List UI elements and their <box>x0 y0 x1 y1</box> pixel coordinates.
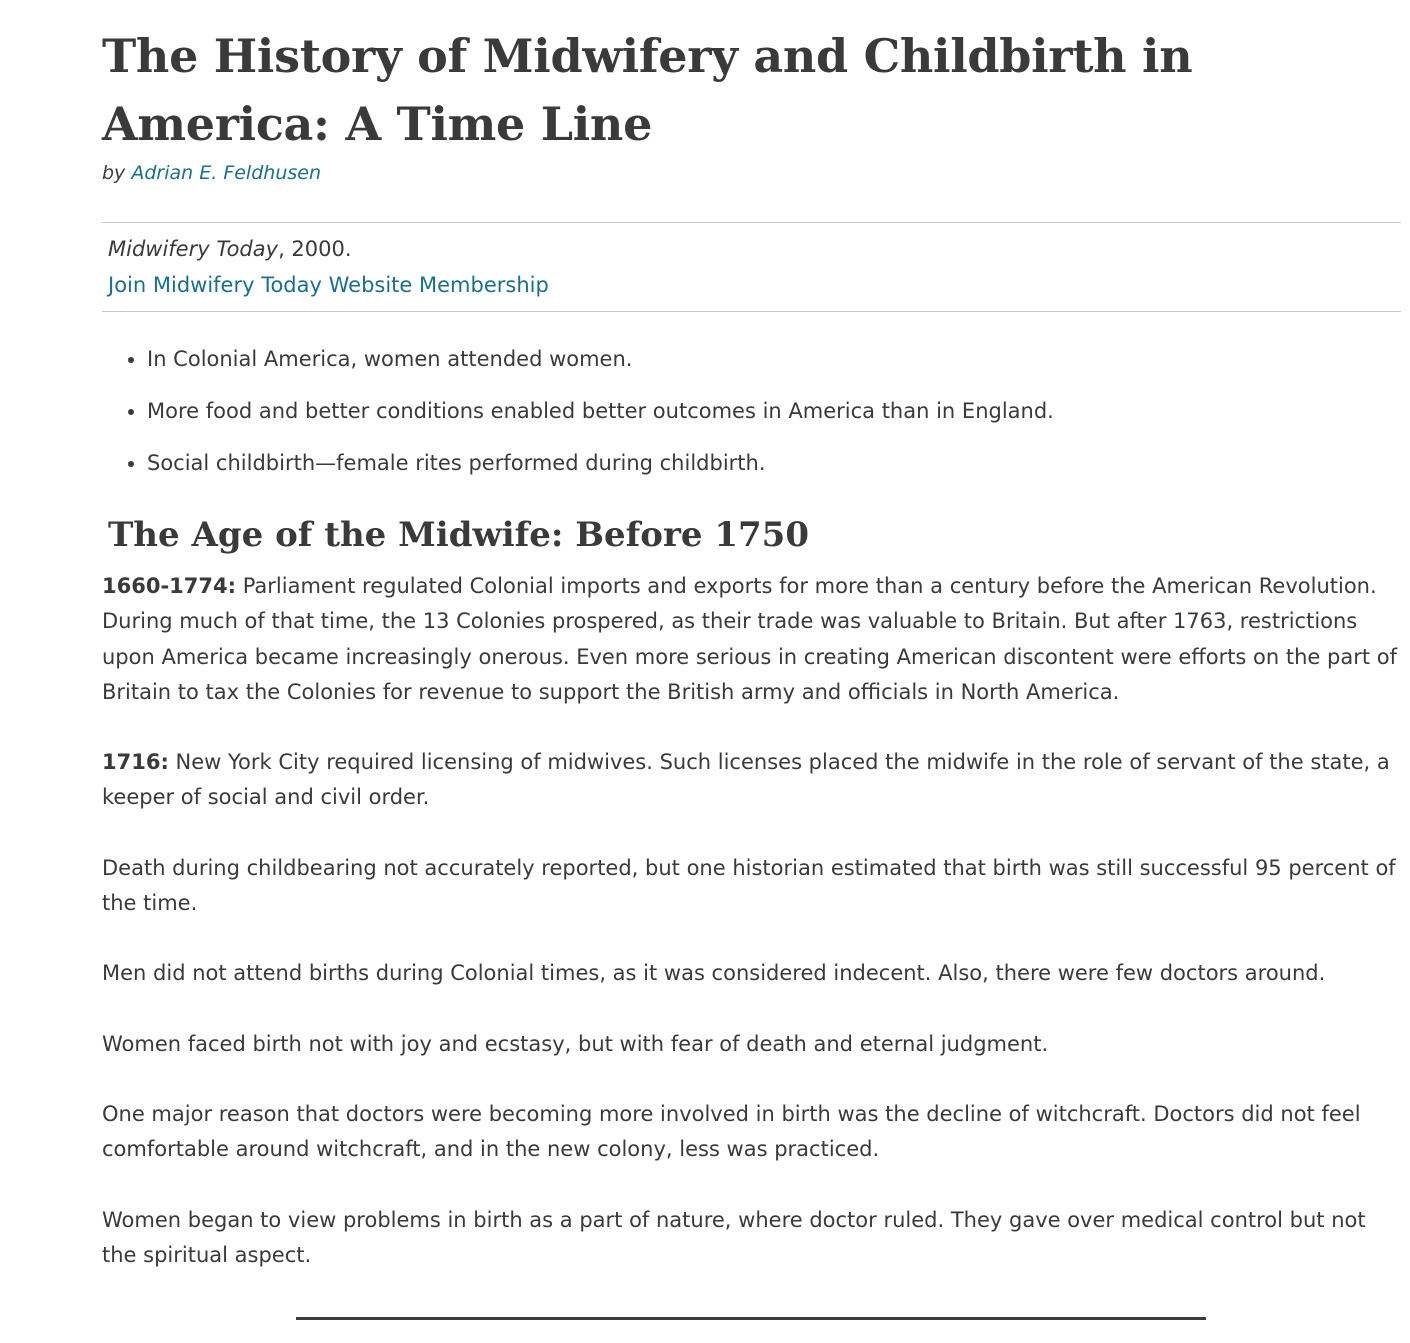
entry-date: 1660-1774: <box>102 574 237 598</box>
publication-year: , 2000. <box>278 237 352 261</box>
entry-text: Men did not attend births during Colonial times, as it was considered indecent. Also, there were few doctors around. <box>102 961 1326 986</box>
list-item: • More food and better conditions enabled better outcomes in America than in England. <box>147 396 1402 426</box>
timeline-entry <box>102 569 1402 710</box>
entry-text: New York City required licensing of midwives. Such licenses placed the midwife in the role of servant of the state, a keeper of social and civil order. <box>102 750 1390 810</box>
membership-link[interactable]: Join Midwifery Today Website Membership <box>108 273 549 297</box>
timeline-entry <box>102 1097 1402 1168</box>
byline <box>102 160 1402 186</box>
list-item: • Social childbirth—female rites performed during childbirth. <box>147 448 1402 478</box>
entry-date: 1716: <box>102 750 169 775</box>
entry-text: Death during childbearing not accurately reported, but one historian estimated that birth was still successful 95 percent of the time. <box>102 855 1396 916</box>
timeline-entry <box>102 851 1402 922</box>
summary-bullet-list <box>102 344 1402 478</box>
page-title: The History of Midwifery and Childbirth in America: A Time Line <box>102 29 1193 151</box>
timeline-entry <box>102 956 1402 991</box>
list-item: • In Colonial America, women attended women. <box>147 344 1402 374</box>
source-citation <box>108 231 1401 267</box>
article <box>102 0 1402 1273</box>
source-box <box>102 222 1401 312</box>
entry-text: Parliament regulated Colonial imports and exports for more than a century before the American Revolution. During much of that time, the 13 Colonies prospered, as their trade was valuable to Britain. But after 1763, restrictions upon America became increasingly onerous. Even more serious in creating American discontent were efforts on the part of Britain to tax the Colonies for revenue to support the British army and officials in North America. <box>102 574 1398 704</box>
section-divider <box>296 1317 1206 1320</box>
timeline-entry <box>102 1203 1402 1274</box>
entry-text: Women faced birth not with joy and ecstasy, but with fear of death and eternal judgment. <box>102 1031 1049 1056</box>
entry-text: One major reason that doctors were becoming more involved in birth was the decline of witchcraft. Doctors did not feel comfortable around witchcraft, and in the new colony, less was practiced. <box>102 1101 1361 1162</box>
author-link[interactable]: Adrian E. Feldhusen <box>131 162 321 184</box>
entry-text: Women began to view problems in birth as a part of nature, where doctor ruled. They gave over medical control but not the spiritual aspect. <box>102 1207 1366 1267</box>
timeline-entry <box>102 745 1402 816</box>
section-heading: The Age of the Midwife: Before 1750 <box>108 515 809 555</box>
byline-prefix: by <box>102 162 126 184</box>
timeline-entry <box>102 1027 1402 1062</box>
publication-name: Midwifery Today <box>108 237 279 261</box>
